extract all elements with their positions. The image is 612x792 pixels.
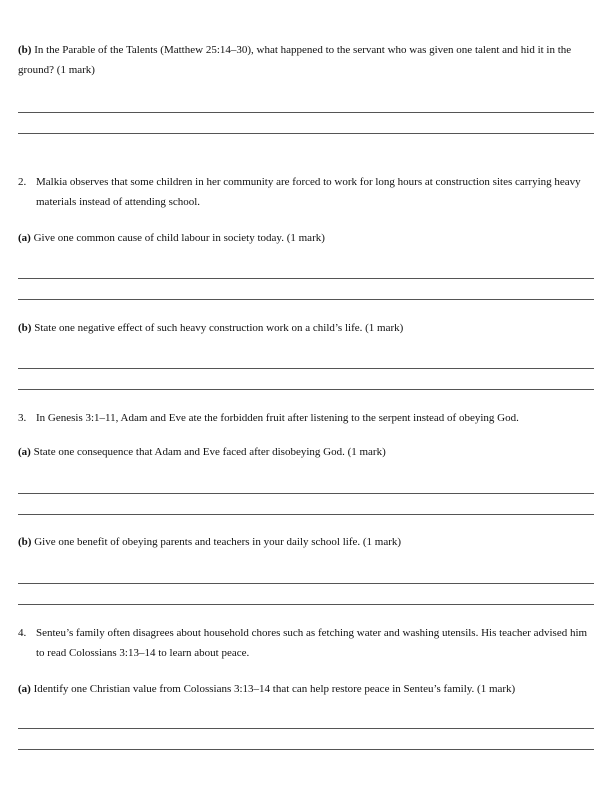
part-label: (a) (18, 446, 31, 458)
answer-line[interactable] (18, 749, 594, 750)
answer-line[interactable] (18, 133, 594, 134)
answer-line[interactable] (18, 112, 594, 113)
question-2a (18, 228, 596, 248)
question-4 (18, 623, 596, 663)
part-label: (a) (18, 683, 31, 695)
answer-line[interactable] (18, 368, 594, 369)
answer-line[interactable] (18, 728, 594, 729)
question-stem: Malkia observes that some children in her community are forced to work for long hours at construction sites carrying heavy materials instead of attending school. (36, 176, 581, 208)
question-number: 4. (18, 627, 27, 639)
answer-line[interactable] (18, 493, 594, 494)
question-text: State one negative effect of such heavy construction work on a child’s life. (1 mark) (31, 322, 404, 334)
part-label: (b) (18, 536, 32, 548)
question-text: In the Parable of the Talents (Matthew 25:14–30), what happened to the servant who was given one talent and hid it in the ground? (1 mark) (18, 44, 572, 76)
part-label: (b) (18, 322, 32, 334)
question-text: State one consequence that Adam and Eve faced after disobeying God. (1 mark) (30, 446, 386, 458)
question-number: 3. (18, 412, 27, 424)
question-4a (18, 679, 596, 699)
question-3a (18, 442, 596, 462)
answer-line[interactable] (18, 514, 594, 515)
answer-line[interactable] (18, 583, 594, 584)
answer-line[interactable] (18, 278, 594, 279)
question-1b (18, 40, 596, 80)
question-stem: Senteu’s family often disagrees about household chores such as fetching water and washing utensils. His teacher advised him to read Colossians 3:13–14 to learn about peace. (36, 627, 588, 659)
question-text: Give one common cause of child labour in society today. (1 mark) (30, 232, 325, 244)
answer-line[interactable] (18, 604, 594, 605)
question-stem: In Genesis 3:1–11, Adam and Eve ate the forbidden fruit after listening to the serpent instead of obeying God. (36, 412, 519, 424)
question-2 (18, 172, 596, 212)
answer-line[interactable] (18, 389, 594, 390)
question-text: Give one benefit of obeying parents and teachers in your daily school life. (1 mark) (31, 536, 402, 548)
question-number: 2. (18, 176, 27, 188)
question-3 (18, 408, 596, 428)
part-label: (a) (18, 232, 31, 244)
question-2b (18, 318, 596, 338)
question-text: Identify one Christian value from Colossians 3:13–14 that can help restore peace in Senteu’s family. (1 mark) (30, 683, 516, 695)
question-3b (18, 532, 596, 552)
part-label: (b) (18, 44, 32, 56)
answer-line[interactable] (18, 299, 594, 300)
